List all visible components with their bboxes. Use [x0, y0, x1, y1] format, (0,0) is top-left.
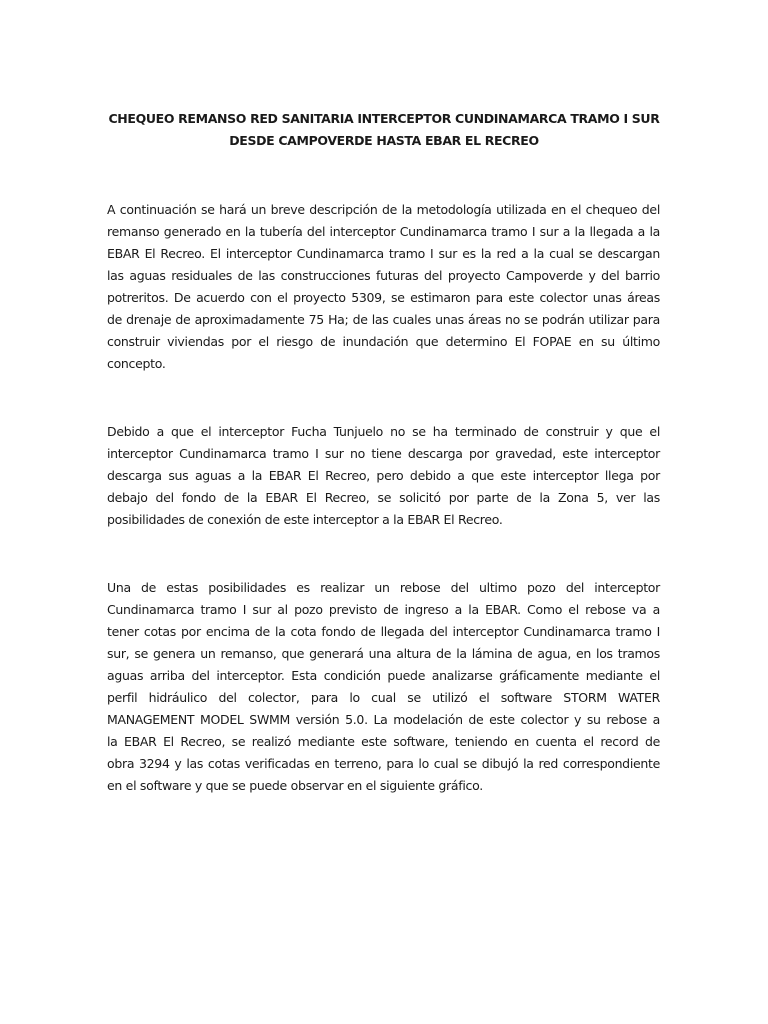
text-line: interceptor Cundinamarca tramo I sur no tiene descarga por gravedad, este interceptor [107, 446, 660, 461]
text-line: Una de estas posibilidades es realizar un rebose del ultimo pozo del interceptor [107, 580, 660, 595]
text-line: tener cotas por encima de la cota fondo de llegada del interceptor Cundinamarca tramo I [107, 624, 660, 639]
text-line: sur, se genera un remanso, que generará una altura de la lámina de agua, en los tramos [107, 646, 660, 661]
paragraph-analysis [107, 577, 660, 797]
title-line: DESDE CAMPOVERDE HASTA EBAR EL RECREO [229, 133, 539, 148]
text-line: potreritos. De acuerdo con el proyecto 5309, se estimaron para este colector unas áreas [107, 290, 660, 305]
paragraph-methodology [107, 199, 660, 375]
document-title [108, 108, 660, 152]
text-line: Debido a que el interceptor Fucha Tunjuelo no se ha terminado de construir y que el [107, 424, 660, 439]
text-line: concepto. [107, 356, 166, 371]
text-line: la EBAR El Recreo, se realizó mediante este software, teniendo en cuenta el record de [107, 734, 660, 749]
text-line: descarga sus aguas a la EBAR El Recreo, pero debido a que este interceptor llega por [107, 468, 660, 483]
text-line: las aguas residuales de las construcciones futuras del proyecto Campoverde y del barrio [107, 268, 660, 283]
text-line: debajo del fondo de la EBAR El Recreo, se solicitó por parte de la Zona 5, ver las [107, 490, 660, 505]
text-line: obra 3294 y las cotas verificadas en terreno, para lo cual se dibujó la red correspondiente [107, 756, 660, 771]
text-line: Cundinamarca tramo I sur al pozo previsto de ingreso a la EBAR. Como el rebose va a [107, 602, 660, 617]
text-line: MANAGEMENT MODEL SWMM versión 5.0. La modelación de este colector y su rebose a [107, 712, 660, 727]
text-line: en el software y que se puede observar en el siguiente gráfico. [107, 778, 483, 793]
text-line: perfil hidráulico del colector, para lo cual se utilizó el software STORM WATER [107, 690, 660, 705]
text-line: EBAR El Recreo. El interceptor Cundinamarca tramo I sur es la red a la cual se descargan [107, 246, 660, 261]
text-line: A continuación se hará un breve descripción de la metodología utilizada en el chequeo del [107, 202, 660, 217]
paragraph-context [107, 421, 660, 531]
text-line: de drenaje de aproximadamente 75 Ha; de las cuales unas áreas no se podrán utilizar para [107, 312, 660, 327]
text-line: construir viviendas por el riesgo de inundación que determino El FOPAE en su último [107, 334, 660, 349]
title-line: CHEQUEO REMANSO RED SANITARIA INTERCEPTOR CUNDINAMARCA TRAMO I SUR [108, 111, 660, 126]
text-line: posibilidades de conexión de este interceptor a la EBAR El Recreo. [107, 512, 503, 527]
text-line: aguas arriba del interceptor. Esta condición puede analizarse gráficamente mediante el [107, 668, 660, 683]
text-line: remanso generado en la tubería del interceptor Cundinamarca tramo I sur a la llegada a la [107, 224, 660, 239]
